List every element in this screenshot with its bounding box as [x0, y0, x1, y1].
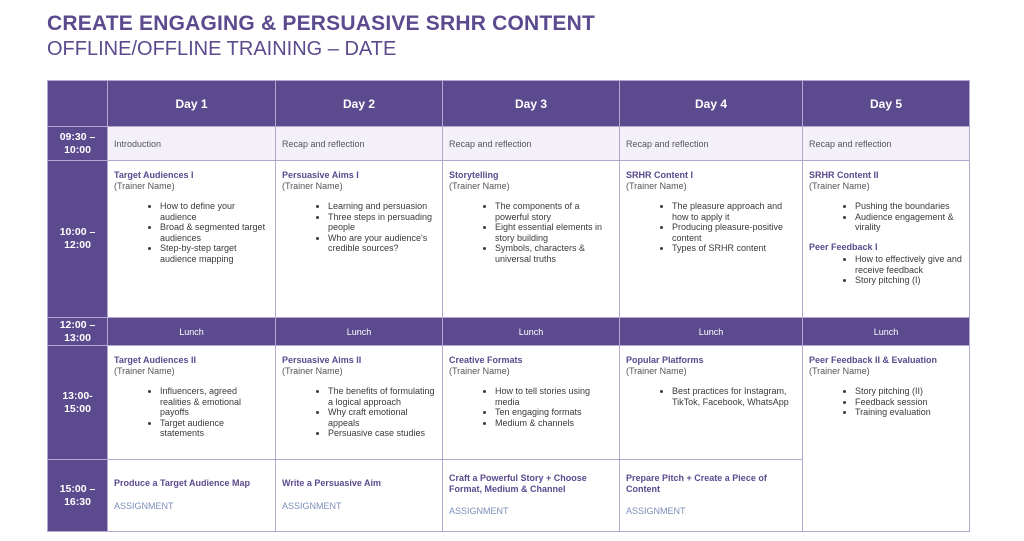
list-item: • Persuasive case studies: [328, 428, 436, 439]
list-item: • How to define your audience: [160, 201, 269, 222]
session-title: SRHR Content II: [809, 170, 879, 180]
list-item: • Story pitching (II): [855, 386, 963, 397]
topic-list: [282, 201, 436, 254]
session-title: Target Audiences I: [114, 170, 194, 180]
session-title: Peer Feedback I: [809, 241, 878, 252]
list-item: • Training evaluation: [855, 407, 963, 418]
trainer-name: (Trainer Name): [449, 180, 510, 191]
session-title: Peer Feedback II & Evaluation: [809, 355, 938, 365]
schedule-table: [47, 80, 970, 532]
session-title: SRHR Content I: [626, 170, 693, 180]
row-morning: [48, 161, 970, 318]
topic-list: [809, 386, 963, 418]
session-cell: [443, 346, 620, 460]
trainer-name: (Trainer Name): [449, 365, 510, 376]
session-cell: [620, 161, 803, 318]
list-item: • Pushing the boundaries: [855, 201, 963, 212]
list-item: • Best practices for Instagram, TikTok, Facebook, WhatsApp: [672, 386, 796, 407]
assignment-cell: [443, 460, 620, 532]
row-opening: [48, 127, 970, 161]
topic-list: [626, 201, 796, 254]
assignment-title: Craft a Powerful Story + Choose Format, Medium & Channel: [449, 473, 587, 494]
day-header: Day 2: [276, 81, 443, 127]
page-subtitle: OFFLINE/OFFLINE TRAINING – DATE: [47, 38, 397, 60]
lunch-cell: Lunch: [443, 318, 620, 346]
trainer-name: (Trainer Name): [114, 180, 175, 191]
list-item: • Ten engaging formats: [495, 407, 613, 418]
trainer-name: (Trainer Name): [626, 180, 687, 191]
topic-list: [449, 201, 613, 264]
opening-cell: Recap and reflection: [443, 127, 620, 161]
time-cell: 09:30 – 10:00: [48, 127, 108, 161]
session-title: Storytelling: [449, 170, 499, 180]
session-cell: [443, 161, 620, 318]
opening-cell: Introduction: [108, 127, 276, 161]
assignment-label: ASSIGNMENT: [449, 506, 509, 516]
list-item: • Why craft emotional appeals: [328, 407, 436, 428]
lunch-cell: Lunch: [276, 318, 443, 346]
session-title: Persuasive Aims I: [282, 170, 359, 180]
time-cell: 13:00- 15:00: [48, 346, 108, 460]
list-item: • Story pitching (I): [855, 275, 963, 286]
trainer-name: (Trainer Name): [282, 180, 343, 191]
list-item: • Broad & segmented target audiences: [160, 222, 269, 243]
time-cell: 15:00 – 16:30: [48, 460, 108, 532]
list-item: • The pleasure approach and how to apply it: [672, 201, 796, 222]
list-item: • How to tell stories using media: [495, 386, 613, 407]
opening-cell: Recap and reflection: [276, 127, 443, 161]
list-item: • Producing pleasure-positive content: [672, 222, 796, 243]
opening-cell: Recap and reflection: [620, 127, 803, 161]
day-header: Day 1: [108, 81, 276, 127]
list-item: • Audience engagement & virality: [855, 212, 963, 233]
session-title: Target Audiences II: [114, 355, 197, 365]
assignment-label: ASSIGNMENT: [114, 500, 174, 511]
list-item: • Target audience statements: [160, 418, 269, 439]
list-item: • Eight essential elements in story building: [495, 222, 613, 243]
row-lunch: [48, 318, 970, 346]
lunch-cell: Lunch: [108, 318, 276, 346]
time-cell: 10:00 – 12:00: [48, 161, 108, 318]
list-item: • Symbols, characters & universal truths: [495, 243, 613, 264]
topic-list: [114, 201, 269, 264]
lunch-cell: Lunch: [803, 318, 970, 346]
lunch-cell: Lunch: [620, 318, 803, 346]
row-afternoon: [48, 346, 970, 460]
session-title: Creative Formats: [449, 355, 523, 365]
day-header-row: [48, 81, 970, 127]
session-cell: [803, 161, 970, 318]
page-title: CREATE ENGAGING & PERSUASIVE SRHR CONTENT: [47, 12, 596, 35]
list-item: • Feedback session: [855, 397, 963, 408]
list-item: • Step-by-step target audience mapping: [160, 243, 269, 264]
assignment-cell: [620, 460, 803, 532]
session-title: Persuasive Aims II: [282, 355, 362, 365]
assignment-title: Write a Persuasive Aim: [282, 478, 382, 488]
list-item: • Who are your audience's credible sources?: [328, 233, 436, 254]
list-item: • Medium & channels: [495, 418, 613, 429]
session-title: Popular Platforms: [626, 355, 704, 365]
list-item: • The components of a powerful story: [495, 201, 613, 222]
list-item: • Types of SRHR content: [672, 243, 796, 254]
topic-list: [626, 386, 796, 407]
topic-list: [282, 386, 436, 439]
corner-cell: [48, 81, 108, 127]
trainer-name: (Trainer Name): [809, 180, 870, 191]
list-item: • Three steps in persuading people: [328, 212, 436, 233]
trainer-name: (Trainer Name): [626, 365, 687, 376]
list-item: • Influencers, agreed realities & emotional payoffs: [160, 386, 269, 418]
topic-list: [809, 201, 963, 233]
session-cell: [276, 346, 443, 460]
day-header: Day 3: [443, 81, 620, 127]
session-cell: [620, 346, 803, 460]
session-cell: [108, 161, 276, 318]
list-item: • Learning and persuasion: [328, 201, 436, 212]
list-item: • How to effectively give and receive feedback: [855, 254, 963, 275]
session-cell: [803, 346, 970, 532]
topic-list: [449, 386, 613, 428]
page-header: [47, 12, 595, 61]
topic-list: [809, 254, 963, 286]
assignment-label: ASSIGNMENT: [282, 500, 342, 511]
assignment-title: Prepare Pitch + Create a Piece of Content: [626, 473, 767, 494]
trainer-name: (Trainer Name): [114, 365, 175, 376]
session-cell: [108, 346, 276, 460]
topic-list: [114, 386, 269, 439]
trainer-name: (Trainer Name): [282, 365, 343, 376]
assignment-cell: [108, 460, 276, 532]
time-cell: 12:00 – 13:00: [48, 318, 108, 346]
trainer-name: (Trainer Name): [809, 365, 870, 376]
assignment-cell: [276, 460, 443, 532]
day-header: Day 5: [803, 81, 970, 127]
session-cell: [276, 161, 443, 318]
list-item: • The benefits of formulating a logical approach: [328, 386, 436, 407]
assignment-title: Produce a Target Audience Map: [114, 478, 251, 488]
day-header: Day 4: [620, 81, 803, 127]
opening-cell: Recap and reflection: [803, 127, 970, 161]
assignment-label: ASSIGNMENT: [626, 506, 686, 516]
